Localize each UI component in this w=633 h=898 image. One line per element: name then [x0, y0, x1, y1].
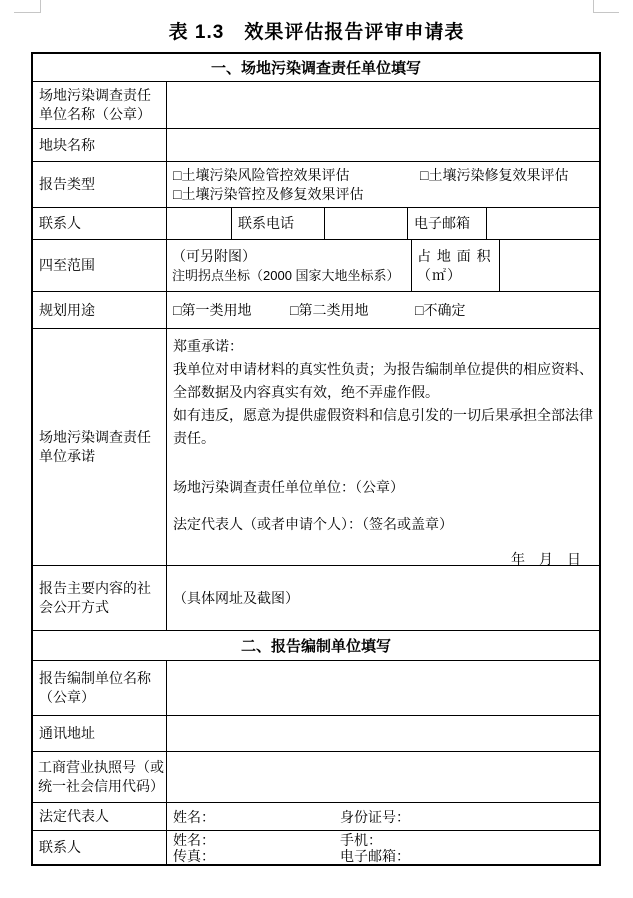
- form-row-planned-use: [33, 292, 599, 329]
- license-label: 工商营业执照号（或 统一社会信用代码）: [33, 752, 167, 802]
- boundary-label: 四至范围: [33, 240, 167, 291]
- form-row-address: [33, 716, 599, 752]
- legal-rep-name-field[interactable]: 姓名：: [173, 808, 215, 825]
- contact1-email-label: 电子邮箱: [408, 208, 487, 239]
- form-row-report-type: [33, 162, 599, 208]
- form-row-contact2: [33, 831, 599, 864]
- contact2-name-field[interactable]: 姓名：: [173, 831, 215, 848]
- checkbox-option-land-class1[interactable]: □第一类用地: [173, 301, 252, 318]
- planned-use-options-cell: [167, 292, 599, 328]
- crop-mark-top-left-horizontal: [14, 12, 41, 13]
- unit-name-label: 场地污染调查责任 单位名称（公章）: [33, 82, 167, 128]
- section1-header-row: [33, 54, 599, 82]
- report-type-label: 报告类型: [33, 162, 167, 207]
- license-value-cell[interactable]: [167, 752, 599, 802]
- section2-header-row: [33, 631, 599, 661]
- commitment-text-cell: 郑重承诺： 我单位对申请材料的真实性负责；为报告编制单位提供的相应资料、 全部数据及内容真实有效，绝不弄虚作假。 如有违反，愿意为提供虚假资料和信息引发的一切后果承担全部法律 责任。 场地污染调查责任单位单位：（公章） 法定代表人（或者申请个人）：（签名或盖章） 年 月 日: [167, 329, 599, 565]
- contact2-label: 联系人: [33, 831, 167, 864]
- form-row-unit-name: [33, 82, 599, 129]
- checkbox-option-remediation[interactable]: □土壤污染修复效果评估: [420, 166, 569, 183]
- form-row-legal-rep: [33, 803, 599, 831]
- contact1-phone-value-cell[interactable]: [325, 208, 408, 239]
- boundary-area-label: 占 地 面 积 （㎡）: [412, 240, 500, 291]
- form-row-commitment: [33, 329, 599, 566]
- contact2-mobile-field[interactable]: 手机：: [340, 831, 382, 848]
- planned-use-label: 规划用途: [33, 292, 167, 328]
- form-row-compiler-name: [33, 661, 599, 716]
- contact2-fields-cell: [167, 831, 599, 864]
- form-row-publicity: [33, 566, 599, 631]
- publicity-label: 报告主要内容的社 会公开方式: [33, 566, 167, 630]
- contact1-name-value-cell[interactable]: [167, 208, 232, 239]
- address-label: 通讯地址: [33, 716, 167, 751]
- legal-rep-id-field[interactable]: 身份证号：: [340, 808, 410, 825]
- compiler-name-label: 报告编制单位名称 （公章）: [33, 661, 167, 715]
- plot-name-label: 地块名称: [33, 129, 167, 161]
- form-row-license: [33, 752, 599, 803]
- checkbox-option-risk-control[interactable]: □土壤污染风险管控效果评估: [173, 166, 350, 183]
- commitment-stamp-line: 场地污染调查责任单位单位：（公章）: [173, 479, 404, 495]
- checkbox-option-control-and-remediation[interactable]: □土壤污染管控及修复效果评估: [173, 185, 364, 202]
- section2-header: 二、报告编制单位填写: [240, 638, 391, 655]
- checkbox-option-land-class2[interactable]: □第二类用地: [290, 301, 369, 318]
- commitment-label: 场地污染调查责任 单位承诺: [33, 329, 167, 565]
- publicity-value-cell[interactable]: （具体网址及截图）: [173, 589, 299, 606]
- unit-name-value-cell[interactable]: [167, 82, 599, 128]
- page-title: 表 1.3 效果评估报告评审申请表: [168, 22, 465, 43]
- form-row-plot-name: [33, 129, 599, 162]
- crop-mark-top-right-horizontal: [593, 12, 619, 13]
- commitment-date-line: 年 月 日: [511, 551, 581, 565]
- boundary-note-cell: （可另附图） 注明拐点坐标（2000 国家大地坐标系）: [167, 240, 412, 291]
- legal-rep-label: 法定代表人: [33, 803, 167, 830]
- contact2-fax-field[interactable]: 传真：: [173, 847, 215, 864]
- report-type-options-cell: [167, 162, 599, 207]
- checkbox-option-land-undetermined[interactable]: □不确定: [415, 301, 466, 318]
- address-value-cell[interactable]: [167, 716, 599, 751]
- contact1-email-value-cell[interactable]: [487, 208, 599, 239]
- form-row-boundary: [33, 240, 599, 292]
- legal-rep-fields-cell: [167, 803, 599, 830]
- form-row-contact1: [33, 208, 599, 240]
- contact1-label: 联系人: [33, 208, 167, 239]
- section1-header: 一、场地污染调查责任单位填写: [210, 60, 421, 77]
- application-form-table: [31, 52, 601, 866]
- plot-name-value-cell[interactable]: [167, 129, 599, 161]
- boundary-area-value-cell[interactable]: [500, 240, 599, 291]
- contact1-phone-label: 联系电话: [232, 208, 325, 239]
- contact2-email-field[interactable]: 电子邮箱：: [340, 847, 410, 864]
- compiler-name-value-cell[interactable]: [167, 661, 599, 715]
- commitment-sign-line: 法定代表人（或者申请个人）：（签名或盖章）: [173, 516, 453, 532]
